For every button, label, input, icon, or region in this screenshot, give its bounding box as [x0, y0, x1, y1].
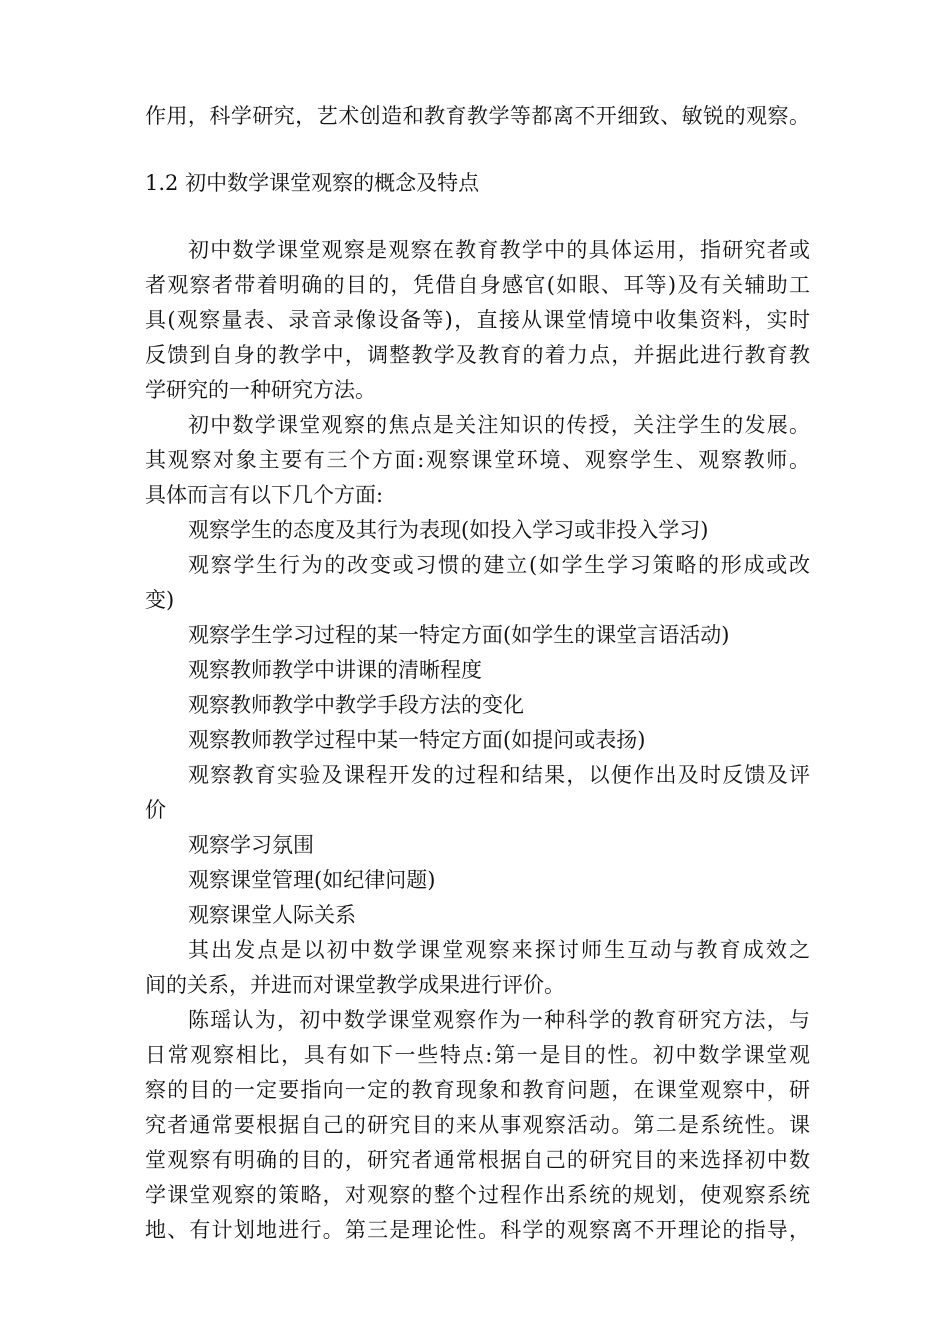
paragraph-line: 堂观察有明确的目的，研究者通常根据自己的研究目的来选择初中数: [145, 1148, 810, 1172]
paragraph-line: 其观察对象主要有三个方面:观察课堂环境、观察学生、观察教师。: [145, 448, 810, 472]
list-item: 观察教师教学中教学手段方法的变化: [188, 693, 524, 717]
list-item: 观察学习氛围: [188, 833, 314, 857]
list-item: 观察学生行为的改变或习惯的建立(如学生学习策略的形成或改: [188, 553, 810, 577]
paragraph-line: 学课堂观察的策略，对观察的整个过程作出系统的规划，使观察系统: [145, 1183, 810, 1207]
paragraph-line: 作用，科学研究，艺术创造和教育教学等都离不开细致、敏锐的观察。: [145, 104, 810, 128]
paragraph-line: 者观察者带着明确的目的，凭借自身感官(如眼、耳等)及有关辅助工: [145, 273, 810, 297]
section-heading: 1.2 初中数学课堂观察的概念及特点: [145, 171, 480, 195]
paragraph-line: 间的关系，并进而对课堂教学成果进行评价。: [145, 973, 565, 997]
list-item: 观察教师教学中讲课的清晰程度: [188, 658, 482, 682]
paragraph-line: 初中数学课堂观察的焦点是关注知识的传授，关注学生的发展。: [188, 413, 810, 437]
paragraph-line: 究者通常要根据自己的研究目的来从事观察活动。第二是系统性。课: [145, 1113, 810, 1137]
list-item: 观察学生的态度及其行为表现(如投入学习或非投入学习): [188, 518, 709, 542]
paragraph-line: 地、有计划地进行。第三是理论性。科学的观察离不开理论的指导，: [145, 1218, 810, 1242]
list-item-continuation: 变): [145, 588, 175, 612]
paragraph-line: 其出发点是以初中数学课堂观察来探讨师生互动与教育成效之: [188, 938, 810, 962]
list-item: 观察教师教学过程中某一特定方面(如提问或表扬): [188, 728, 646, 752]
paragraph-line: 具(观察量表、录音录像设备等)，直接从课堂情境中收集资料，实时: [145, 308, 810, 332]
paragraph-line: 初中数学课堂观察是观察在教育教学中的具体运用，指研究者或: [188, 238, 810, 262]
paragraph-line: 日常观察相比，具有如下一些特点:第一是目的性。初中数学课堂观: [145, 1043, 810, 1067]
list-item: 观察教育实验及课程开发的过程和结果，以便作出及时反馈及评: [188, 763, 810, 787]
paragraph-line: 陈瑶认为，初中数学课堂观察作为一种科学的教育研究方法，与: [188, 1008, 810, 1032]
paragraph-line: 察的目的一定要指向一定的教育现象和教育问题，在课堂观察中，研: [145, 1078, 810, 1102]
paragraph-line: 学研究的一种研究方法。: [145, 378, 376, 402]
list-item: 观察课堂管理(如纪律问题): [188, 868, 436, 892]
paragraph-line: 具体而言有以下几个方面:: [145, 483, 384, 507]
list-item-continuation: 价: [145, 798, 166, 822]
list-item: 观察课堂人际关系: [188, 903, 356, 927]
list-item: 观察学生学习过程的某一特定方面(如学生的课堂言语活动): [188, 623, 730, 647]
paragraph-line: 反馈到自身的教学中，调整教学及教育的着力点，并据此进行教育教: [145, 343, 810, 367]
